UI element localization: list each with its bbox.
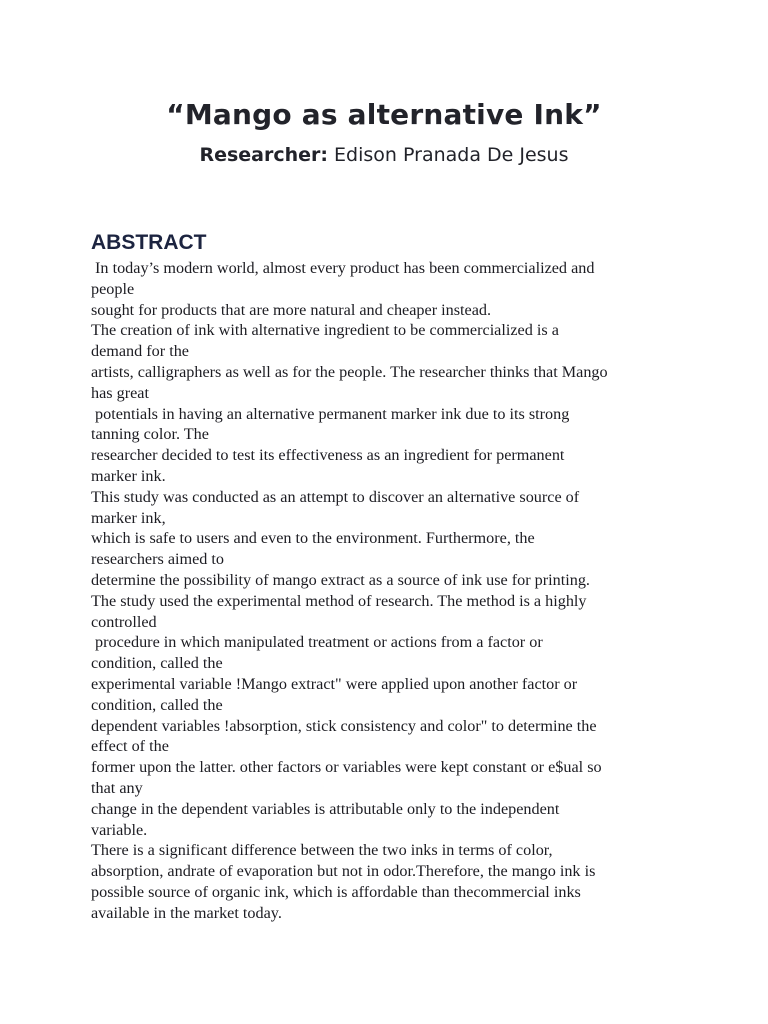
researcher-label: Researcher: [199,144,329,166]
abstract-body [91,258,691,924]
abstract-line: people [91,279,135,298]
abstract-line: available in the market today. [91,903,282,922]
abstract-line: condition, called the [91,695,223,714]
abstract-line: The study used the experimental method of research. The method is a highly [91,591,587,610]
abstract-line: former upon the latter. other factors or variables were kept constant or e$ual so [91,758,602,777]
abstract-line: that any [91,778,143,797]
abstract-line: In today’s modern world, almost every product has been commercialized and [91,259,595,277]
abstract-line: researchers aimed to [91,550,225,569]
abstract-line: demand for the [91,342,189,361]
abstract-line: determine the possibility of mango extract as a source of ink use for printing. [91,570,590,589]
abstract-line: researcher decided to test its effectiveness as an ingredient for permanent [91,446,565,465]
abstract-line: There is a significant difference between the two inks in terms of color, [91,841,553,860]
abstract-line: procedure in which manipulated treatment or actions from a factor or [91,633,543,652]
abstract-line: artists, calligraphers as well as for the people. The researcher thinks that Mango [91,362,608,381]
abstract-line: condition, called the [91,654,223,673]
abstract-line: tanning color. The [91,425,209,444]
abstract-line: has great [91,383,149,402]
abstract-line: The creation of ink with alternative ingredient to be commercialized is a [91,321,559,340]
abstract-heading: ABSTRACT [91,231,207,254]
researcher-name: Edison Pranada De Jesus [328,144,569,166]
abstract-line: variable. [91,820,148,839]
abstract-line: absorption, andrate of evaporation but not in odor.Therefore, the mango ink is [91,862,596,881]
abstract-line: sought for products that are more natural and cheaper instead. [91,300,492,319]
document-title: “Mango as alternative Ink” [166,98,602,131]
abstract-line: change in the dependent variables is attributable only to the independent [91,799,560,818]
abstract-line: This study was conducted as an attempt to discover an alternative source of [91,487,580,506]
abstract-line: effect of the [91,737,169,756]
abstract-line: marker ink, [91,508,166,527]
abstract-line: possible source of organic ink, which is affordable than thecommercial inks [91,882,581,901]
abstract-line: which is safe to users and even to the environment. Furthermore, the [91,529,535,548]
abstract-line: experimental variable !Mango extract" were applied upon another factor or [91,674,578,693]
researcher-line [0,144,768,166]
abstract-line: marker ink. [91,466,166,485]
abstract-line: dependent variables !absorption, stick consistency and color" to determine the [91,716,597,735]
abstract-line: potentials in having an alternative permanent marker ink due to its strong [91,404,570,423]
abstract-line: controlled [91,612,157,631]
